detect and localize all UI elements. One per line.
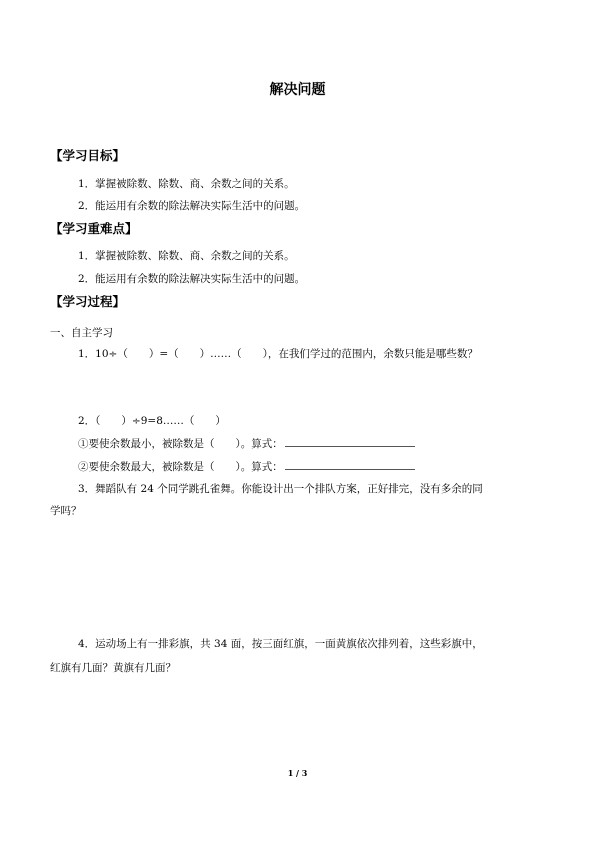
- question-4-line-1: 4．运动场上有一排彩旗，共 34 面，按三面红旗，一面黄旗依次排列着，这些彩旗中，: [78, 638, 483, 650]
- page-title: 解决问题: [269, 82, 326, 98]
- question-2a: [78, 435, 415, 451]
- heading-goals: 【学习目标】: [50, 148, 126, 163]
- question-2a-text: ①要使余数最小，被除数是（ ）。算式：: [78, 438, 283, 450]
- heading-process: 【学习过程】: [50, 294, 126, 309]
- goal-item-1: 1．掌握被除数、除数、商、余数之间的关系。: [78, 178, 295, 190]
- subheading-self-study: 一、自主学习: [50, 327, 113, 339]
- heading-key-points: 【学习重难点】: [50, 221, 138, 236]
- answer-blank-2b[interactable]: [285, 458, 415, 470]
- question-2b-text: ②要使余数最大，被除数是（ ）。算式：: [78, 461, 283, 473]
- key-point-item-2: 2．能运用有余数的除法解决实际生活中的问题。: [78, 273, 306, 285]
- answer-blank-2a[interactable]: [285, 435, 415, 447]
- goal-item-2: 2．能运用有余数的除法解决实际生活中的问题。: [78, 200, 306, 212]
- question-1: 1．10÷（ ）=（ ）……（ ），在我们学过的范围内，余数只能是哪些数？: [78, 348, 478, 360]
- page-number: 1 / 3: [287, 768, 308, 778]
- question-2b: [78, 458, 415, 474]
- question-2: 2．（ ）÷9=8……（ ）: [78, 415, 226, 427]
- question-3-line-1: 3．舞蹈队有 24 个同学跳孔雀舞。你能设计出一个排队方案，正好排完，没有多余的同: [78, 483, 483, 495]
- question-4-line-2: 红旗有几面？黄旗有几面？: [50, 662, 176, 674]
- key-point-item-1: 1．掌握被除数、除数、商、余数之间的关系。: [78, 250, 295, 262]
- question-3-line-2: 学吗？: [50, 505, 82, 517]
